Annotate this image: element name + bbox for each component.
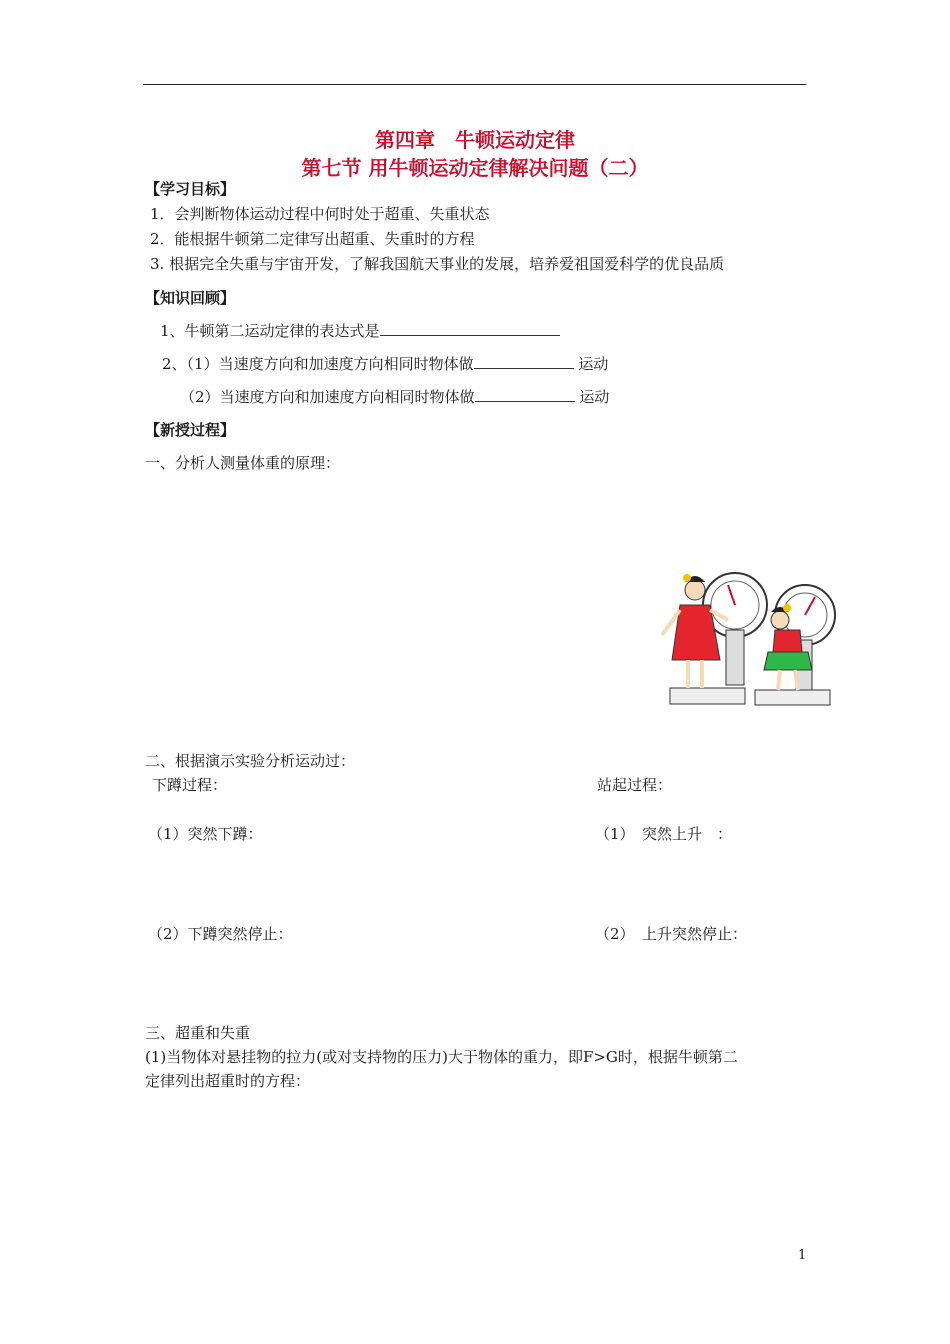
page-number: 1 <box>798 1248 807 1263</box>
review-q2a <box>162 353 608 374</box>
part3-line-2: 定律列出超重时的方程： <box>145 1072 311 1090</box>
review-q2a-suffix: 运动 <box>578 355 609 373</box>
part1-title: 一、分析人测量体重的原理： <box>145 454 341 472</box>
part3-line-1: (1)当物体对悬挂物的拉力(或对支持物的压力)大于物体的重力，即F>G时，根据牛顿第二 <box>145 1048 738 1066</box>
stand-process-title: 站起过程： <box>597 776 673 794</box>
stand-step-2: （2） 上升突然停止： <box>595 925 748 943</box>
answer-blank[interactable] <box>380 321 560 336</box>
review-q2b-text: （2）当速度方向和加速度方向相同时物体做 <box>180 388 475 406</box>
squat-process-title: 下蹲过程： <box>152 776 228 794</box>
answer-blank[interactable] <box>475 387 575 402</box>
review-q2b-suffix: 运动 <box>579 388 610 406</box>
objective-item-2: 2．能根据牛顿第二定律写出超重、失重时的方程 <box>150 230 475 248</box>
review-q2a-text: 2、（1）当速度方向和加速度方向相同时物体做 <box>162 355 474 373</box>
answer-blank[interactable] <box>474 354 574 369</box>
squat-step-1: （1）突然下蹲： <box>148 825 263 843</box>
part2-title: 二、根据演示实验分析运动过： <box>145 752 356 770</box>
stand-step-1: （1） 突然上升 ： <box>595 825 733 843</box>
review-q1-text: 1、牛顿第二运动定律的表达式是 <box>160 322 380 340</box>
objective-item-1: 1．会判断物体运动过程中何时处于超重、失重状态 <box>150 205 490 223</box>
header-rule <box>143 84 806 85</box>
new-lesson-heading: 【新授过程】 <box>145 421 236 439</box>
objectives-heading: 【学习目标】 <box>145 180 236 198</box>
weighing-scale-illustration <box>640 560 850 725</box>
chapter-title: 第四章 牛顿运动定律 <box>375 128 575 152</box>
part3-title: 三、超重和失重 <box>145 1024 251 1042</box>
review-q1 <box>160 320 560 341</box>
squat-step-2: （2）下蹲突然停止： <box>148 925 293 943</box>
review-q2b <box>180 386 609 407</box>
objective-item-3: 3. 根据完全失重与宇宙开发，了解我国航天事业的发展，培养爱祖国爱科学的优良品质 <box>150 255 725 273</box>
review-heading: 【知识回顾】 <box>145 289 236 307</box>
section-title: 第七节 用牛顿运动定律解决问题（二） <box>301 156 649 180</box>
